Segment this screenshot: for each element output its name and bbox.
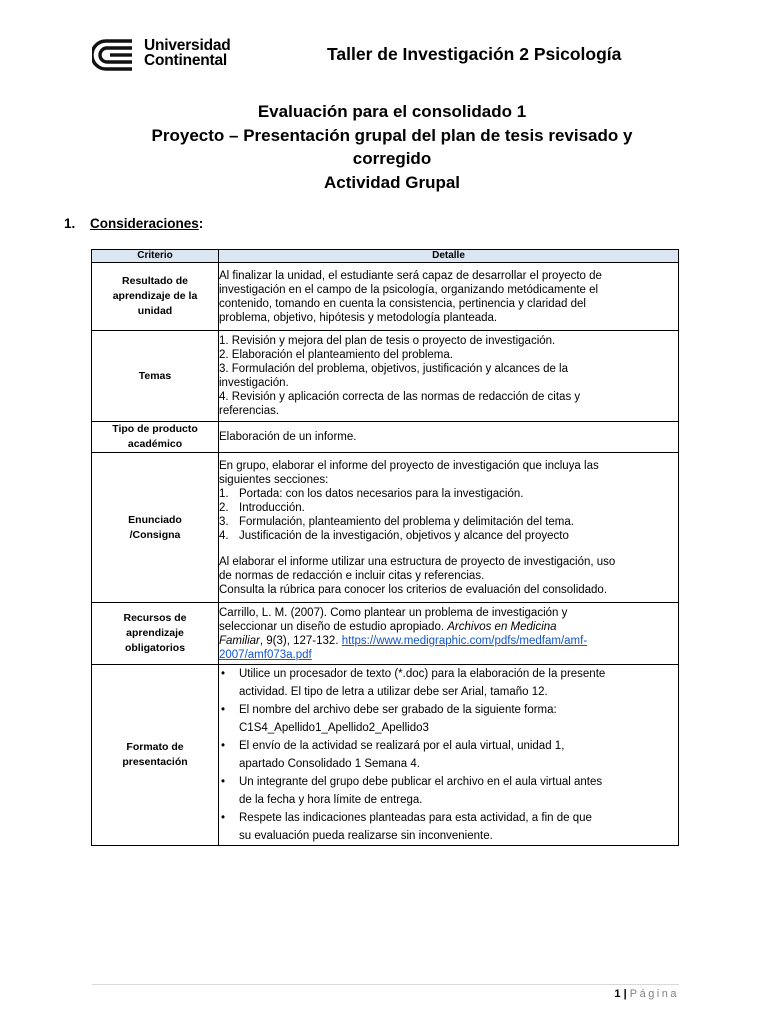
bullet-line: C1S4_Apellido1_Apellido2_Apellido3: [239, 722, 429, 734]
list-item: [219, 529, 678, 543]
criterio-line: Tipo de producto: [112, 423, 198, 435]
table-row-enunciado: [92, 453, 679, 603]
section-colon: :: [198, 216, 204, 231]
criterio-line: /Consigna: [129, 528, 181, 541]
page-label: Página: [629, 988, 679, 1000]
list-item: [219, 665, 678, 701]
criterio-line: Enunciado: [128, 513, 182, 526]
criterio-line: aprendizaje de la: [112, 290, 198, 302]
detail-line: de normas de redacción e incluir citas y referencias.: [219, 569, 485, 582]
list-item: [219, 515, 678, 529]
bullet-line: • Respete las indicaciones planteadas para esta actividad, a fin de que: [239, 812, 592, 824]
list-item: [219, 487, 678, 501]
format-bullet-list: [219, 665, 678, 845]
detail-line: investigación en el campo de la psicología, organizando metódicamente el: [219, 283, 599, 296]
criterio-recursos: [92, 603, 219, 665]
detail-line: 2. Elaboración el planteamiento del problema.: [219, 349, 453, 361]
course-title: Taller de Investigación 2 Psicología: [327, 44, 622, 64]
detail-line: 1. Revisión y mejora del plan de tesis o proyecto de investigación.: [219, 335, 556, 347]
detail-line: contenido, tomando en cuenta la consistencia, pertinencia y claridad del: [219, 297, 586, 310]
detail-line: 4. Revisión y aplicación correcta de las normas de redacción de citas y: [219, 391, 581, 403]
title-line-4: Actividad Grupal: [323, 172, 461, 192]
list-item: [219, 773, 678, 809]
list-item: [219, 501, 678, 515]
detalle-enunciado: [219, 453, 679, 603]
detalle-resultado: [219, 263, 679, 331]
detail-line: investigación.: [219, 377, 289, 389]
university-logo: [92, 38, 252, 72]
reference-line: [219, 634, 678, 648]
list-text: Formulación, planteamiento del problema y delimitación del tema.: [239, 515, 574, 528]
criterio-line: obligatorios: [124, 642, 186, 654]
table-row-formato: [92, 665, 679, 846]
header-detalle: Detalle: [219, 250, 679, 263]
criterio-formato: [92, 665, 219, 846]
detalle-temas: [219, 331, 679, 422]
reference-line: [219, 620, 678, 634]
criterio-tipo: [92, 422, 219, 453]
criterio-line: Formato de: [126, 741, 184, 753]
reference-link[interactable]: https://www.medigraphic.com/pdfs/medfam/amf-: [341, 634, 588, 647]
footer-separator: |: [623, 988, 627, 1000]
bullet-line: de la fecha y hora límite de entrega.: [239, 794, 423, 806]
considerations-table: [91, 249, 679, 846]
table-header-row: [92, 250, 679, 263]
list-number: 3.: [219, 515, 229, 528]
bullet-line: • El envío de la actividad se realizará por el aula virtual, unidad 1,: [239, 740, 565, 752]
reference-line: [219, 648, 678, 662]
page-footer: [614, 988, 679, 1000]
detail-line: Al elaborar el informe utilizar una estructura de proyecto de investigación, uso: [219, 555, 616, 568]
bullet-line: • Utilice un procesador de texto (*.doc) para la elaboración de la presente: [239, 668, 606, 680]
criterio-line: Recursos de: [123, 612, 187, 624]
section-title-text: Consideraciones: [90, 216, 199, 231]
detail-line: 3. Formulación del problema, objetivos, justificación y alcances de la: [219, 363, 569, 375]
bullet-line: actividad. El tipo de letra a utilizar debe ser Arial, tamaño 12.: [239, 686, 548, 698]
title-line-3: corregido: [352, 149, 432, 168]
list-item: [219, 701, 678, 737]
detail-line: Consulta la rúbrica para conocer los criterios de evaluación del consolidado.: [219, 583, 608, 596]
list-text: Justificación de la investigación, objetivos y alcance del proyecto: [239, 529, 569, 542]
bullet-line: apartado Consolidado 1 Semana 4.: [239, 758, 420, 770]
title-line-2: Proyecto – Presentación grupal del plan de tesis revisado y: [151, 125, 633, 145]
list-item: [219, 737, 678, 773]
journal-name-cont: Familiar: [219, 634, 260, 647]
title-line-1: Evaluación para el consolidado 1: [257, 102, 527, 121]
criterio-line: unidad: [137, 305, 173, 317]
reference-text: seleccionar un diseño de estudio apropiado.: [219, 620, 445, 633]
detail-line: siguientes secciones:: [219, 473, 329, 486]
journal-name: Archivos en Medicina: [447, 620, 557, 633]
page-number: 1: [614, 988, 621, 1000]
criterio-line: presentación: [122, 756, 188, 768]
reference-volume: , 9(3), 127-132.: [259, 634, 339, 647]
table-row-recursos: [92, 603, 679, 665]
detail-line: problema, objetivo, hipótesis y metodología planteada.: [219, 311, 498, 324]
list-number: 1.: [219, 487, 229, 500]
reference-link-cont[interactable]: 2007/amf073a.pdf: [219, 648, 312, 661]
spacer: [219, 543, 678, 555]
list-text: Introducción.: [239, 501, 305, 514]
logo-line-2: Continental: [144, 52, 228, 69]
criterio-temas: Temas: [92, 331, 219, 422]
detail-line: En grupo, elaborar el informe del proyecto de investigación que incluya las: [219, 459, 599, 472]
section-heading: [64, 216, 203, 231]
detalle-tipo: [219, 422, 679, 453]
list-text: Portada: con los datos necesarios para la investigación.: [239, 487, 524, 500]
footer-divider: [92, 984, 679, 985]
detalle-formato: [219, 665, 679, 846]
table-row-temas: [92, 331, 679, 422]
list-item: [219, 809, 678, 845]
detail-line: referencias.: [219, 405, 280, 417]
list-number: 2.: [219, 501, 229, 514]
evaluation-title: [92, 100, 692, 194]
criterio-line: Resultado de: [122, 275, 188, 287]
criterio-line: aprendizaje: [126, 627, 184, 639]
criterio-enunciado: [92, 453, 219, 603]
list-number: 4.: [219, 529, 229, 542]
header-criterio: Criterio: [92, 250, 219, 263]
detail-line: Al finalizar la unidad, el estudiante será capaz de desarrollar el proyecto de: [219, 269, 602, 282]
bullet-line: su evaluación pueda realizarse sin inconveniente.: [239, 830, 493, 842]
university-logo-icon: [92, 39, 136, 71]
reference-line: Carrillo, L. M. (2007). Como plantear un problema de investigación y: [219, 606, 568, 619]
bullet-line: • El nombre del archivo debe ser grabado de la siguiente forma:: [239, 704, 557, 716]
criterio-resultado: [92, 263, 219, 331]
logo-line-1: Universidad: [144, 37, 231, 54]
section-number: 1.: [64, 216, 76, 231]
table-row-tipo: [92, 422, 679, 453]
bullet-line: • Un integrante del grupo debe publicar el archivo en el aula virtual antes: [239, 776, 603, 788]
detail-line: Elaboración de un informe.: [219, 431, 357, 443]
table-row-resultado: [92, 263, 679, 331]
criterio-line: académico: [127, 438, 183, 450]
detalle-recursos: [219, 603, 679, 665]
